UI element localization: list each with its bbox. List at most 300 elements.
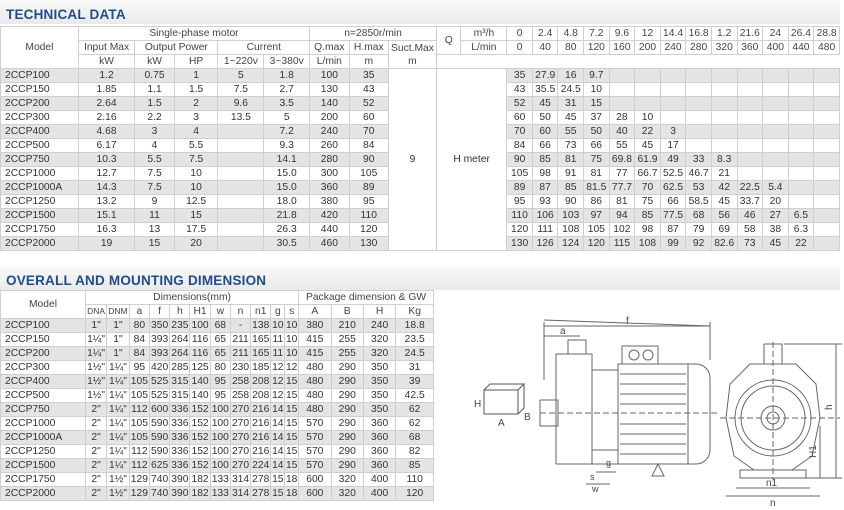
- cell-hp: 3: [174, 111, 218, 125]
- cell-head: [763, 97, 789, 111]
- q-lmin-8: 320: [711, 41, 737, 55]
- cell-dim: 224: [252, 460, 270, 471]
- cell-dim: 2": [86, 473, 107, 487]
- col-qmax: Q.max: [310, 41, 349, 55]
- cell-head: [788, 153, 814, 167]
- cell-head: [737, 139, 763, 153]
- cell-head: 87: [660, 223, 686, 237]
- cell-head: 130: [507, 237, 533, 251]
- dimension-row: [1, 347, 434, 361]
- cell-c1: [218, 181, 264, 195]
- cell-hp: 20: [174, 237, 218, 251]
- cell-dim: 211: [232, 334, 249, 345]
- cell-dim: 740: [151, 488, 169, 499]
- cell-dim: 350: [363, 403, 395, 417]
- cell-head: [711, 83, 737, 97]
- cell-c1: [218, 125, 264, 139]
- cell-head: 93: [532, 195, 558, 209]
- cell-c3: 26.3: [264, 223, 310, 237]
- cell-model: 2CCP150: [1, 333, 86, 347]
- cell-dim: 10: [285, 320, 298, 331]
- cell-head: 8.3: [711, 153, 737, 167]
- package-box-diagram: [474, 380, 534, 430]
- q-lmin-12: 480: [814, 41, 840, 55]
- cell-q: 380: [310, 195, 349, 209]
- cell-c3: 1.8: [264, 69, 310, 83]
- cell-dim: 1¼": [107, 445, 130, 459]
- dim-col-n: n: [230, 305, 250, 319]
- q-lmin-2: 80: [558, 41, 584, 55]
- cell-head: 85: [532, 153, 558, 167]
- cell-head: [814, 167, 840, 181]
- cell-dim: 255: [331, 333, 363, 347]
- cell-head: [763, 167, 789, 181]
- cell-head: 17: [660, 139, 686, 153]
- label-f: f: [626, 316, 629, 327]
- suctmax-unit: m: [408, 55, 417, 67]
- cell-dim: 2": [86, 459, 107, 473]
- cell-dim: 12: [272, 390, 284, 401]
- cell-dim: 129: [130, 488, 148, 499]
- cell-dim: 360: [363, 445, 395, 459]
- cell-head: 52: [507, 97, 533, 111]
- cell-dim: 315: [171, 376, 189, 387]
- cell-model: 2CCP400: [1, 125, 79, 139]
- cell-dim: 480: [299, 389, 331, 403]
- col-hmax: H.max: [349, 41, 388, 55]
- cell-head: [737, 167, 763, 181]
- cell-head: 81: [609, 195, 635, 209]
- cell-dim: 116: [191, 334, 209, 345]
- cell-kw: 7.5: [135, 181, 174, 195]
- dim-col-h1: H1: [190, 305, 210, 319]
- cell-kw: 9: [135, 195, 174, 209]
- dimension-table: [0, 290, 434, 501]
- cell-dim: 84: [129, 347, 149, 361]
- cell-head: 43: [507, 83, 533, 97]
- cell-head: 94: [609, 209, 635, 223]
- cell-dim: 393: [151, 348, 169, 359]
- cell-dim: 15: [285, 460, 298, 471]
- cell-h: 120: [349, 223, 388, 237]
- cell-head: [635, 97, 661, 111]
- cell-dim: 95: [129, 361, 149, 375]
- cell-dim: 290: [331, 375, 363, 389]
- cell-dim: 65: [210, 347, 230, 361]
- cell-head: 27.9: [532, 69, 558, 83]
- cell-dim: 31: [396, 361, 434, 375]
- dim-col-kg: Kg: [396, 305, 434, 319]
- cell-head: 69.8: [609, 153, 635, 167]
- cell-input: 4.68: [78, 125, 135, 139]
- cell-dim: 480: [299, 361, 331, 375]
- q-m3h-8: 1.2: [711, 27, 737, 41]
- cell-h: 130: [349, 237, 388, 251]
- cell-dim: 15: [272, 474, 284, 485]
- cell-head: [763, 83, 789, 97]
- cell-dim: 290: [331, 417, 363, 431]
- cell-dim: 152: [191, 460, 209, 471]
- cell-dim: 15: [285, 390, 298, 401]
- cell-dim: 24.5: [396, 347, 434, 361]
- cell-dim: 14: [272, 460, 284, 471]
- dim-col-n1: n1: [251, 305, 271, 319]
- unit-output-hp: HP: [174, 55, 218, 69]
- dim-col-s: s: [285, 305, 299, 319]
- cell-dim: 270: [231, 460, 250, 471]
- cell-h: 43: [349, 83, 388, 97]
- cell-dim: 10: [272, 320, 284, 331]
- q-m3h-7: 16.8: [686, 27, 712, 41]
- cell-dim: 1¼": [107, 431, 130, 445]
- dim-col-h: H: [363, 305, 395, 319]
- cell-c3: 7.2: [264, 125, 310, 139]
- cell-model: 2CCP300: [1, 111, 79, 125]
- col-single-phase: Single-phase motor: [78, 27, 309, 41]
- cell-head: 5.4: [763, 181, 789, 195]
- cell-model: 2CCP400: [1, 375, 86, 389]
- cell-hp: 12.5: [174, 195, 218, 209]
- q-m3h-12: 28.8: [814, 27, 840, 41]
- cell-head: 111: [532, 223, 558, 237]
- cell-model: 2CCP750: [1, 403, 86, 417]
- cell-dim: 18: [285, 474, 298, 485]
- cell-head: 22: [635, 125, 661, 139]
- cell-head: 46.7: [686, 167, 712, 181]
- cell-head: [686, 125, 712, 139]
- cell-model: 2CCP500: [1, 139, 79, 153]
- cell-kw: 2.2: [135, 111, 174, 125]
- cell-dim: 133: [211, 474, 229, 485]
- cell-head: [814, 139, 840, 153]
- cell-dim: 336: [171, 446, 189, 457]
- cell-head: 55: [558, 125, 584, 139]
- cell-dim: 18: [285, 488, 298, 499]
- cell-c3: 30.5: [264, 237, 310, 251]
- cell-kw: 5.5: [135, 153, 174, 167]
- cell-input: 1.2: [78, 69, 135, 83]
- cell-model: 2CCP1750: [1, 223, 79, 237]
- cell-dim: 216: [252, 446, 270, 457]
- cell-dim: 182: [191, 474, 209, 485]
- cell-dim: 12: [272, 362, 284, 373]
- q-m3h-6: 14.4: [660, 27, 686, 41]
- cell-q: 460: [310, 237, 349, 251]
- cell-head: 66: [532, 139, 558, 153]
- cell-head: 45: [711, 195, 737, 209]
- box-label-h: H: [474, 399, 482, 410]
- cell-dim: 1½": [87, 362, 106, 373]
- cell-head: 85: [558, 181, 584, 195]
- cell-dim: 105: [130, 390, 148, 401]
- cell-dim: 336: [171, 418, 189, 429]
- cell-head: [737, 97, 763, 111]
- cell-dim: 10: [285, 334, 298, 345]
- cell-head: 97: [584, 209, 610, 223]
- cell-dim: 105: [130, 432, 148, 443]
- cell-c3: 15.0: [264, 181, 310, 195]
- q-lmin-5: 200: [635, 41, 661, 55]
- unit-input-kw: kW: [78, 55, 135, 69]
- cell-dim: 360: [363, 417, 395, 431]
- cell-head: 77: [609, 167, 635, 181]
- box-label-a: A: [498, 418, 505, 429]
- cell-model: 2CCP1250: [1, 195, 79, 209]
- col-speed: n=2850r/min: [310, 27, 437, 41]
- cell-dim: 15: [272, 488, 284, 499]
- dim-col-package: Package dimension & GW: [299, 291, 434, 305]
- cell-head: 60: [507, 111, 533, 125]
- label-s: s: [590, 472, 595, 482]
- cell-dim: 390: [171, 474, 189, 485]
- cell-dim: 68: [210, 319, 230, 333]
- col-m3h-unit: m³/h: [461, 27, 507, 41]
- cell-kw: 7.5: [135, 167, 174, 181]
- cell-dim: 400: [363, 473, 395, 487]
- cell-hp: 17.5: [174, 223, 218, 237]
- cell-dim: 112: [131, 460, 148, 471]
- cell-model: 2CCP100: [1, 319, 86, 333]
- cell-head: 106: [532, 209, 558, 223]
- unit-output-kw: kW: [135, 55, 174, 69]
- cell-head: 33: [686, 153, 712, 167]
- cell-dim: 290: [331, 361, 363, 375]
- cell-head: [737, 83, 763, 97]
- cell-head: [788, 83, 814, 97]
- dimension-row: [1, 389, 434, 403]
- cell-dim: 1": [86, 319, 107, 333]
- cell-head: [814, 237, 840, 251]
- cell-h: 52: [349, 97, 388, 111]
- cell-model: 2CCP300: [1, 361, 86, 375]
- cell-dim: 336: [171, 460, 189, 471]
- cell-head: 60: [532, 125, 558, 139]
- cell-head: 62.5: [660, 181, 686, 195]
- cell-dim: 320: [331, 487, 363, 501]
- cell-hp: 7.5: [174, 153, 218, 167]
- cell-c1: 9.6: [218, 97, 264, 111]
- cell-dim: 525: [151, 376, 169, 387]
- cell-head: 3: [660, 125, 686, 139]
- cell-dim: 270: [231, 432, 250, 443]
- cell-dim: 570: [299, 459, 331, 473]
- cell-dim: 116: [191, 348, 209, 359]
- cell-dim: 129: [130, 474, 148, 485]
- dimension-title: OVERALL AND MOUNTING DIMENSION: [6, 273, 267, 288]
- cell-dim: 100: [211, 418, 229, 429]
- pump-side-view-diagram: [540, 316, 720, 500]
- cell-head: 6.5: [788, 209, 814, 223]
- unit-hmax: m: [349, 55, 388, 69]
- cell-head: 55: [609, 139, 635, 153]
- cell-dim: 360: [363, 459, 395, 473]
- cell-hp: 1: [174, 69, 218, 83]
- col-input-max: Input Max: [78, 41, 135, 55]
- cell-dim: 165: [252, 334, 270, 345]
- cell-head: 56: [711, 209, 737, 223]
- cell-head: [814, 111, 840, 125]
- cell-kw: 1.1: [135, 83, 174, 97]
- cell-model: 2CCP1250: [1, 445, 86, 459]
- col-current: Current: [218, 41, 310, 55]
- cell-model: 2CCP200: [1, 97, 79, 111]
- q-m3h-4: 9.6: [609, 27, 635, 41]
- cell-head: [814, 223, 840, 237]
- cell-head: 84: [507, 139, 533, 153]
- cell-dim: -: [230, 319, 250, 333]
- col-model: Model: [1, 27, 79, 69]
- cell-head: 61.9: [635, 153, 661, 167]
- cell-dim: 211: [232, 348, 249, 359]
- cell-dim: 2": [86, 403, 107, 417]
- cell-head: 42: [711, 181, 737, 195]
- cell-head: 52.5: [660, 167, 686, 181]
- cell-hp: 15: [174, 209, 218, 223]
- cell-dim: 14: [272, 446, 284, 457]
- cell-dim: 39: [396, 375, 434, 389]
- cell-dim: 185: [252, 362, 270, 373]
- cell-head: 10: [584, 83, 610, 97]
- cell-model: 2CCP150: [1, 83, 79, 97]
- dim-col-h: h: [170, 305, 190, 319]
- cell-dim: 2": [86, 445, 107, 459]
- cell-dim: 100: [191, 320, 209, 331]
- q-lmin-3: 120: [584, 41, 610, 55]
- cell-model: 2CCP1000A: [1, 431, 86, 445]
- cell-dim: 152: [191, 404, 209, 415]
- cell-head: 50: [584, 125, 610, 139]
- cell-model: 2CCP1000: [1, 417, 86, 431]
- cell-dim: 480: [299, 403, 331, 417]
- dimension-row: [1, 431, 434, 445]
- cell-head: 81: [584, 167, 610, 181]
- cell-dim: 320: [363, 333, 395, 347]
- cell-dim: 133: [211, 488, 229, 499]
- cell-head: 91: [558, 167, 584, 181]
- cell-dim: 165: [252, 348, 270, 359]
- cell-head: 77.7: [609, 181, 635, 195]
- q-lmin-1: 40: [532, 41, 558, 55]
- cell-head: 105: [507, 167, 533, 181]
- cell-head: 58: [737, 223, 763, 237]
- cell-head: 50: [532, 111, 558, 125]
- cell-model: 2CCP1000A: [1, 181, 79, 195]
- q-m3h-5: 12: [635, 27, 661, 41]
- cell-head: 120: [584, 237, 610, 251]
- dim-col-dna: DNA: [86, 305, 107, 319]
- cell-h: 70: [349, 125, 388, 139]
- cell-dim: 270: [231, 418, 250, 429]
- cell-kw: 15: [135, 237, 174, 251]
- cell-dim: 2": [86, 417, 107, 431]
- cell-dim: 350: [363, 389, 395, 403]
- cell-head: 28: [609, 111, 635, 125]
- cell-dim: 140: [191, 376, 209, 387]
- cell-head: 9.7: [584, 69, 610, 83]
- cell-dim: 600: [151, 404, 169, 415]
- cell-model: 2CCP200: [1, 347, 86, 361]
- cell-head: [763, 111, 789, 125]
- unit-current-3: 3~380v: [264, 55, 310, 69]
- cell-dim: 320: [331, 473, 363, 487]
- cell-head: 81.5: [584, 181, 610, 195]
- cell-dim: 240: [363, 319, 395, 333]
- cell-dim: 11: [272, 334, 284, 345]
- cell-c1: [218, 195, 264, 209]
- dimension-row: [1, 459, 434, 473]
- cell-kw: 11: [135, 209, 174, 223]
- q-lmin-6: 240: [660, 41, 686, 55]
- cell-head: [686, 97, 712, 111]
- cell-c3: 2.7: [264, 83, 310, 97]
- cell-head: 77.5: [660, 209, 686, 223]
- q-lmin-0: 0: [507, 41, 533, 55]
- cell-head: 95: [507, 195, 533, 209]
- cell-kw: 13: [135, 223, 174, 237]
- cell-dim: 590: [151, 432, 169, 443]
- cell-q: 260: [310, 139, 349, 153]
- box-label-b: B: [524, 412, 531, 423]
- cell-c1: [218, 167, 264, 181]
- cell-head: [814, 153, 840, 167]
- cell-head: 90: [558, 195, 584, 209]
- cell-dim: 1½": [87, 376, 106, 387]
- cell-dim: 125: [191, 362, 209, 373]
- cell-dim: 1": [107, 347, 130, 361]
- cell-model: 2CCP1750: [1, 473, 86, 487]
- cell-dim: 480: [299, 375, 331, 389]
- cell-dim: 18.8: [396, 319, 434, 333]
- cell-head: 69: [711, 223, 737, 237]
- cell-head: 87: [532, 181, 558, 195]
- cell-dim: 10: [285, 348, 298, 359]
- cell-c3: 9.3: [264, 139, 310, 153]
- cell-head: 75: [635, 195, 661, 209]
- cell-kw: 1.5: [135, 97, 174, 111]
- cell-head: [635, 69, 661, 83]
- cell-dim: 350: [151, 320, 169, 331]
- dimension-row: [1, 487, 434, 501]
- cell-q: 440: [310, 223, 349, 237]
- cell-input: 19: [78, 237, 135, 251]
- cell-model: 2CCP2000: [1, 237, 79, 251]
- cell-dim: 1¼": [107, 459, 130, 473]
- cell-dim: 400: [363, 487, 395, 501]
- cell-dim: 314: [231, 488, 250, 499]
- cell-dim: 85: [396, 459, 434, 473]
- cell-head: [814, 97, 840, 111]
- cell-dim: 95: [210, 375, 230, 389]
- cell-dim: 152: [191, 446, 209, 457]
- cell-head: 102: [609, 223, 635, 237]
- cell-head: 40: [609, 125, 635, 139]
- cell-dim: 570: [299, 445, 331, 459]
- cell-dim: 15: [285, 432, 298, 443]
- cell-dim: 290: [331, 459, 363, 473]
- cell-dim: 415: [299, 333, 331, 347]
- cell-head: [788, 195, 814, 209]
- cell-dim: 600: [299, 473, 331, 487]
- cell-head: 73: [558, 139, 584, 153]
- cell-dim: 258: [231, 376, 250, 387]
- cell-c3: 15.0: [264, 167, 310, 181]
- cell-q: 300: [310, 167, 349, 181]
- cell-head: [609, 83, 635, 97]
- cell-head: 66: [660, 195, 686, 209]
- cell-q: 360: [310, 181, 349, 195]
- cell-head: 120: [507, 223, 533, 237]
- cell-head: 45: [532, 97, 558, 111]
